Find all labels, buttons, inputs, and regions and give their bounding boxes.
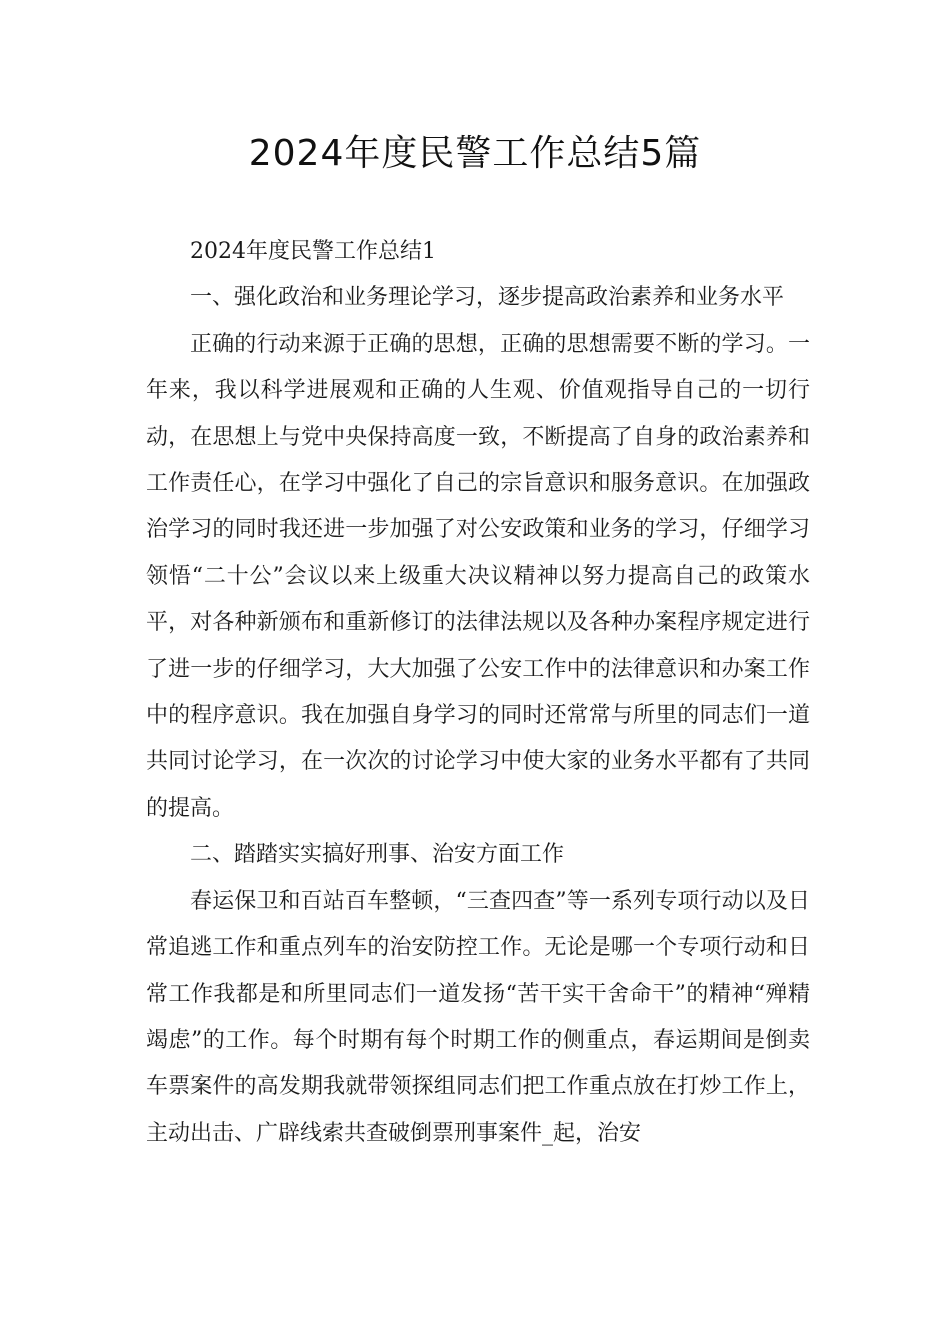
paragraph-criminal-security: 春运保卫和百站百车整顿，“三查四查”等一系列专项行动以及日常追逃工作和重点列车的治安防控工作。无论是哪一个专项行动和日常工作我都是和所里同志们一道发扬“苦干实干舍命干”的精神“殚精竭虑”的工作。每个时期有每个时期工作的侧重点，春运期间是倒卖车票案件的高发期我就带领探组同志们把工作重点放在打炒工作上，主动出击、广辟线索共查破倒票刑事案件_起，治安 [146, 888, 810, 1146]
section-heading-1: 2024年度民警工作总结1 [190, 239, 436, 264]
document-body [146, 229, 810, 1157]
subheading-political-study: 一、强化政治和业务理论学习，逐步提高政治素养和业务水平 [190, 285, 785, 311]
subheading-criminal-security: 二、踏踏实实搞好刑事、治安方面工作 [190, 842, 565, 868]
document-title: 2024年度民警工作总结5篇 [248, 133, 702, 174]
paragraph-political-study: 正确的行动来源于正确的思想，正确的思想需要不断的学习。一年来，我以科学进展观和正确的人生观、价值观指导自己的一切行动，在思想上与党中央保持高度一致，不断提高了自身的政治素养和工作责任心，在学习中强化了自己的宗旨意识和服务意识。在加强政治学习的同时我还进一步加强了对公安政策和业务的学习，仔细学习领悟“二十公”会议以来上级重大决议精神以努力提高自己的政策水平，对各种新颁布和重新修订的法律法规以及各种办案程序规定进行了进一步的仔细学习，大大加强了公安工作中的法律意识和办案工作中的程序意识。我在加强自身学习的同时还常常与所里的同志们一道共同讨论学习，在一次次的讨论学习中使大家的业务水平都有了共同的提高。 [146, 331, 810, 821]
